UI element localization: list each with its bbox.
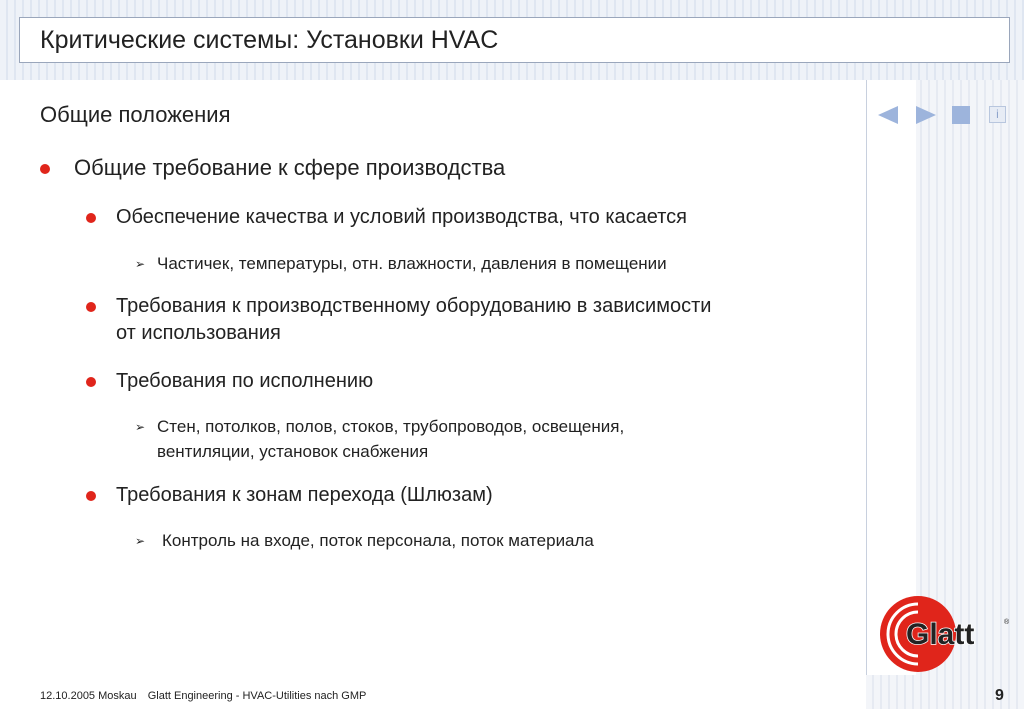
footer xyxy=(40,690,366,702)
bullet-text: Общие требование к сфере производства xyxy=(74,155,506,180)
page-number: 9 xyxy=(995,687,1004,704)
bullet-dot xyxy=(86,377,96,387)
title-box xyxy=(19,17,1010,63)
arrow-bullet-icon: ➢ xyxy=(135,257,146,271)
sub-bullet-text: Частичек, температуры, отн. влажности, давления в помещении xyxy=(157,254,667,273)
bullet-text-line1: Требования к производственному оборудованию в зависимости xyxy=(116,295,712,317)
bullet-dot xyxy=(86,491,96,501)
page-title: Критические системы: Установки HVAC xyxy=(40,26,499,54)
stop-icon[interactable] xyxy=(952,106,970,124)
sub-bullet-text-line2: вентиляции, установок снабжения xyxy=(157,442,429,461)
bullet-text-line2: от использования xyxy=(116,322,281,344)
sub-bullet-text: Контроль на входе, поток персонала, поток материала xyxy=(162,531,594,550)
logo-text: Glatt xyxy=(906,618,975,651)
arrow-bullet-icon: ➢ xyxy=(135,534,146,548)
info-icon[interactable]: i xyxy=(989,106,1006,123)
next-slide-icon[interactable] xyxy=(916,106,936,124)
sub-bullet-text-line1: Стен, потолков, полов, стоков, трубопроводов, освещения, xyxy=(157,417,625,436)
right-panel-inner xyxy=(866,80,916,675)
bullet-dot xyxy=(86,302,96,312)
previous-slide-icon[interactable] xyxy=(878,106,898,124)
footer-date: 12.10.2005 Moskau xyxy=(40,690,137,702)
section-heading: Общие положения xyxy=(40,102,231,127)
bullet-text: Обеспечение качества и условий производства, что касается xyxy=(116,206,688,228)
logo-registered: ® xyxy=(1004,619,1010,626)
bullet-dot xyxy=(40,164,50,174)
arrow-bullet-icon: ➢ xyxy=(135,420,146,434)
bullet-text: Требования по исполнению xyxy=(116,370,374,392)
bullet-text: Требования к зонам перехода (Шлюзам) xyxy=(116,484,493,506)
glatt-logo xyxy=(876,592,1016,676)
footer-company: Glatt Engineering - HVAC-Utilities nach GMP xyxy=(147,690,367,702)
bullet-dot xyxy=(86,213,96,223)
